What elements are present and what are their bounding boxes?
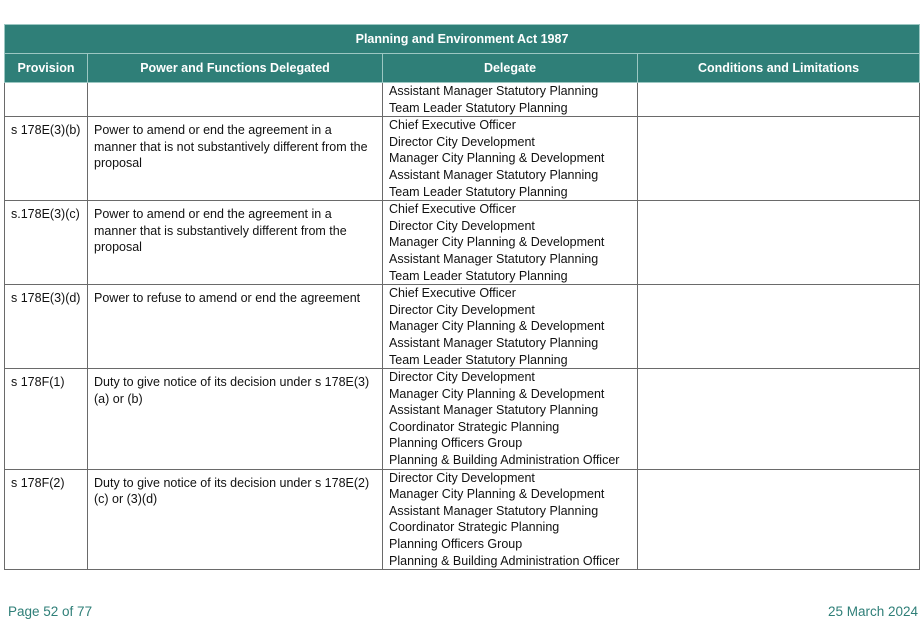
table-body — [5, 83, 920, 570]
provision-text: s 178E(3)(d) — [11, 291, 81, 306]
delegate-item: Assistant Manager Statutory Planning — [389, 84, 599, 98]
provision-cell — [5, 83, 88, 117]
act-title: Planning and Environment Act 1987 — [5, 25, 920, 54]
provision-cell — [5, 285, 88, 369]
delegate-header: Delegate — [383, 54, 638, 83]
delegate-item: Planning Officers Group — [389, 537, 523, 552]
delegate-item: Chief Executive Officer — [389, 118, 516, 133]
conditions-cell — [638, 83, 920, 117]
delegate-item: Planning & Building Administration Officer — [389, 453, 620, 468]
power-text: Power to amend or end the agreement in a manner that is not substantively different from the proposal — [94, 123, 368, 171]
delegate-item: Director City Development — [389, 470, 535, 485]
delegation-table — [4, 24, 920, 570]
power-text: Duty to give notice of its decision under s 178E(2)(c) or (3)(d) — [94, 475, 370, 507]
provision-text — [11, 83, 81, 88]
page-number: Page 52 of 77 — [8, 604, 93, 619]
delegate-item: Coordinator Strategic Planning — [389, 419, 560, 434]
power-text: Power to refuse to amend or end the agreement — [94, 291, 361, 306]
power-text — [94, 83, 376, 88]
delegate-item: Director City Development — [389, 370, 535, 385]
power-cell — [88, 117, 383, 201]
table-row — [5, 469, 920, 570]
delegate-cell — [383, 469, 638, 570]
delegate-item: Director City Development — [389, 134, 535, 149]
delegate-item: Planning Officers Group — [389, 436, 523, 451]
provision-cell — [5, 117, 88, 201]
power-header: Power and Functions Delegated — [88, 54, 383, 83]
delegate-item: Coordinator Strategic Planning — [389, 520, 560, 535]
provision-cell — [5, 469, 88, 570]
provision-cell — [5, 201, 88, 285]
conditions-cell — [638, 201, 920, 285]
provision-header: Provision — [5, 54, 88, 83]
conditions-cell — [638, 369, 920, 470]
table-row — [5, 117, 920, 201]
delegate-cell — [383, 201, 638, 285]
provision-text: s.178E(3)(c) — [11, 207, 80, 222]
delegate-item: Assistant Manager Statutory Planning — [389, 251, 599, 266]
table-row — [5, 285, 920, 369]
delegate-item: Chief Executive Officer — [389, 202, 516, 217]
delegate-cell — [383, 83, 638, 117]
table-row — [5, 201, 920, 285]
delegate-item: Assistant Manager Statutory Planning — [389, 503, 599, 518]
delegate-item: Manager City Planning & Development — [389, 386, 605, 401]
table-row — [5, 83, 920, 117]
power-cell — [88, 369, 383, 470]
table-row — [5, 369, 920, 470]
delegate-item: Assistant Manager Statutory Planning — [389, 167, 599, 182]
delegate-item: Director City Development — [389, 302, 535, 317]
provision-text: s 178F(2) — [11, 475, 65, 490]
delegate-item: Planning & Building Administration Officer — [389, 553, 620, 568]
provision-cell — [5, 369, 88, 470]
conditions-cell — [638, 285, 920, 369]
delegate-item: Manager City Planning & Development — [389, 487, 605, 502]
power-cell — [88, 469, 383, 570]
delegate-item: Assistant Manager Statutory Planning — [389, 403, 599, 418]
power-text: Duty to give notice of its decision under s 178E(3)(a) or (b) — [94, 375, 370, 406]
provision-text: s 178F(1) — [11, 375, 65, 390]
power-cell — [88, 83, 383, 117]
delegate-item: Director City Development — [389, 218, 535, 233]
delegate-cell — [383, 369, 638, 470]
document-date: 25 March 2024 — [827, 604, 918, 619]
delegate-item: Team Leader Statutory Planning — [389, 268, 568, 283]
delegate-cell — [383, 117, 638, 201]
conditions-cell — [638, 117, 920, 201]
power-text: Power to amend or end the agreement in a manner that is substantively different from the proposal — [94, 207, 347, 255]
delegate-item: Team Leader Statutory Planning — [389, 352, 568, 367]
delegate-item: Team Leader Statutory Planning — [389, 100, 568, 115]
delegate-item: Manager City Planning & Development — [389, 319, 605, 334]
delegate-item: Manager City Planning & Development — [389, 151, 605, 166]
conditions-cell — [638, 469, 920, 570]
column-header-row — [5, 54, 920, 83]
power-cell — [88, 285, 383, 369]
delegate-cell — [383, 285, 638, 369]
delegate-item: Assistant Manager Statutory Planning — [389, 335, 599, 350]
delegate-item: Manager City Planning & Development — [389, 235, 605, 250]
delegate-item: Chief Executive Officer — [389, 286, 516, 301]
conditions-header: Conditions and Limitations — [638, 54, 920, 83]
power-cell — [88, 201, 383, 285]
provision-text: s 178E(3)(b) — [11, 123, 81, 138]
delegate-item: Team Leader Statutory Planning — [389, 184, 568, 199]
act-title-row — [5, 25, 920, 54]
